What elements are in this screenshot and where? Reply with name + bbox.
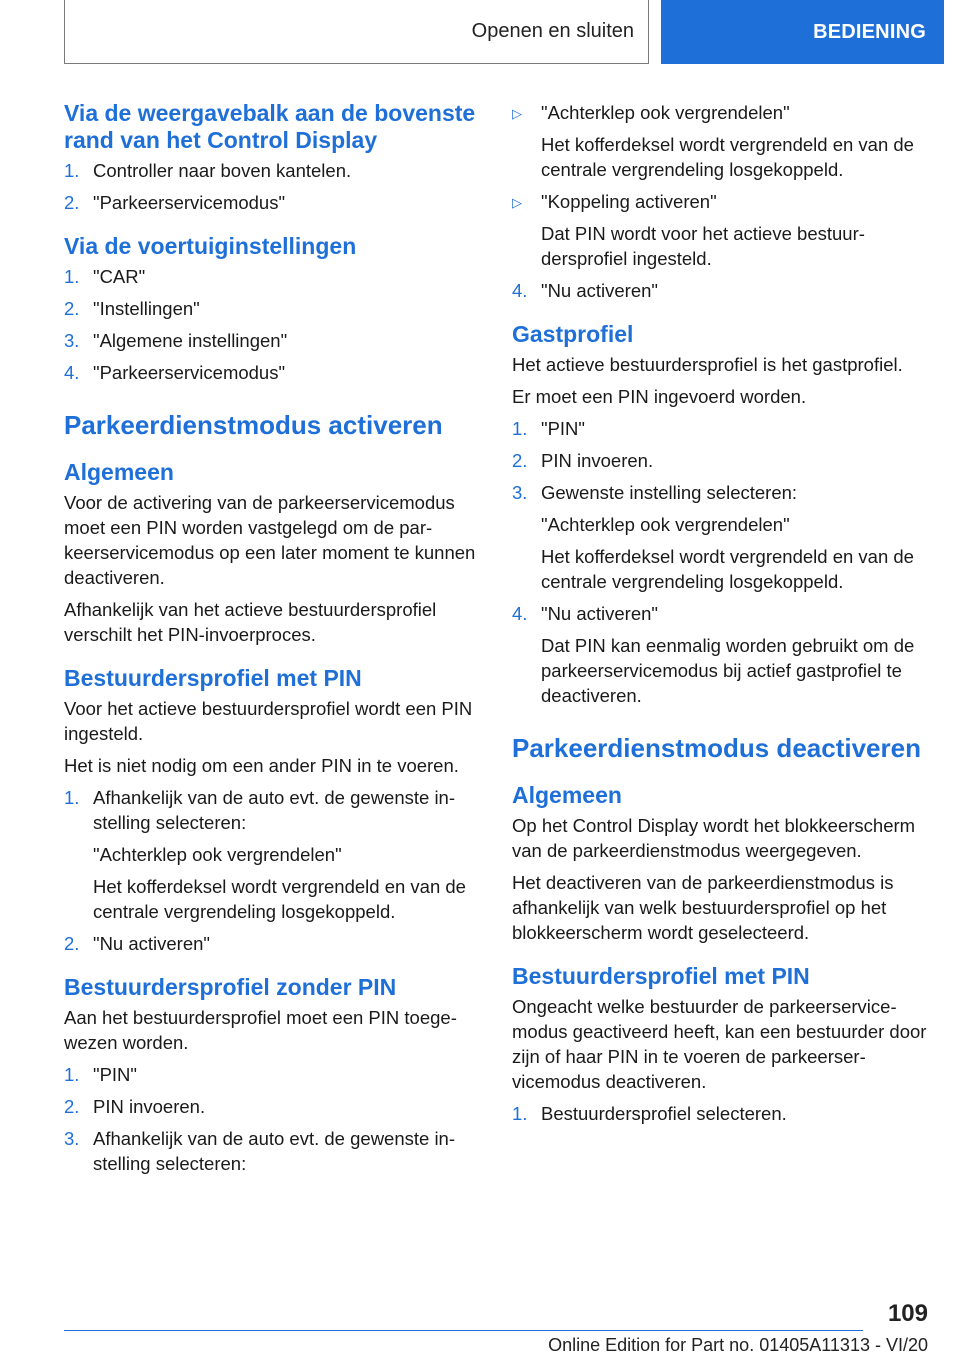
step-text: PIN invoeren. (93, 1096, 206, 1117)
list-item (64, 190, 484, 215)
step-subtext: "Achterklep ook vergrendelen" (93, 844, 342, 865)
paragraph: Voor het actieve bestuurdersprofiel wordt een PIN ingesteld. (64, 698, 473, 744)
step-text: "Parkeerservicemodus" (93, 192, 286, 213)
header-section-title: Openen en sluiten (471, 20, 634, 42)
list-item (64, 1094, 484, 1119)
bullet-triangle-icon: ▷ (512, 195, 522, 210)
step-text: Gewenste instelling selecteren: (541, 482, 798, 503)
list-item (512, 601, 932, 708)
step-number: 3. (64, 1128, 80, 1149)
list-item (512, 416, 932, 441)
steps-profiel-met-pin (64, 785, 484, 956)
step-number: 4. (512, 280, 528, 301)
paragraph: Het actieve bestuurdersprofiel is het gastprofiel. (512, 354, 903, 375)
header-chapter-label: BEDIENING (813, 20, 926, 43)
step-subtext: Het kofferdeksel wordt vergrendeld en van de centrale vergrendeling losgekoppeld. (93, 876, 466, 922)
step-number: 1. (512, 418, 528, 439)
list-item (512, 1101, 932, 1126)
paragraph: Voor de activering van de parkeerservicemodus moet een PIN worden vastgelegd om de parkeerservicemodus op een later moment te kunnen deactiveren. (64, 492, 476, 588)
step-number: 2. (64, 298, 80, 319)
step-text: Afhankelijk van de auto evt. de gewenste instelling selecteren: (93, 787, 456, 833)
list-item (64, 264, 484, 289)
bullet-text: "Achterklep ook vergrendelen" (541, 102, 790, 123)
paragraph: Aan het bestuurdersprofiel moet een PIN toegewezen worden. (64, 1007, 457, 1053)
steps-voertuiginstellingen (64, 264, 484, 385)
bullet-item (512, 189, 932, 271)
steps-deactiveren (512, 1101, 932, 1126)
bullet-subtext: Dat PIN wordt voor het actieve bestuurdersprofiel ingesteld. (541, 223, 865, 269)
step-number: 1. (64, 160, 80, 181)
list-item (512, 278, 932, 303)
bullet-body (541, 189, 932, 271)
paragraph: Op het Control Display wordt het blokkeerscherm van de parkeerdienstmodus weergegeven. (512, 815, 916, 861)
list-item (64, 1126, 484, 1176)
step-text: "Parkeerservicemodus" (93, 362, 286, 383)
subheading-profiel-met-pin: Bestuurdersprofiel met PIN (512, 963, 810, 989)
subheading-algemeen: Algemeen (512, 782, 622, 808)
step-number: 4. (512, 603, 528, 624)
step-number: 3. (512, 482, 528, 503)
step-text: "Nu activeren" (541, 603, 658, 624)
paragraph: Afhankelijk van het actieve bestuurdersprofiel verschilt het PIN-invoerproces. (64, 599, 437, 645)
header-section-box (64, 0, 649, 64)
step-body (93, 785, 484, 924)
header-chapter-tab (661, 0, 944, 64)
paragraph: Het deactiveren van de parkeerdienstmodus is afhankelijk van welk bestuurdersprofiel op het blokkeerscherm wordt geselecteerd. (512, 872, 894, 943)
list-item (64, 931, 484, 956)
footer-divider (64, 1330, 863, 1331)
section-title-voertuiginstellingen: Via de voertuiginstellingen (64, 233, 357, 259)
footer-edition: Online Edition for Part no. 01405A11313 - VI/20 (548, 1335, 928, 1355)
step-number: 2. (64, 192, 80, 213)
list-item (512, 448, 932, 473)
option-bullets (512, 100, 932, 271)
step-text: "Nu activeren" (541, 280, 658, 301)
step-number: 4. (64, 362, 80, 383)
step-text: PIN invoeren. (541, 450, 654, 471)
bullet-triangle-icon: ▷ (512, 106, 522, 121)
bullet-text: "Koppeling activeren" (541, 191, 717, 212)
list-item (512, 480, 932, 594)
bullet-body (541, 100, 932, 182)
step-body (541, 480, 932, 594)
steps-weergavebalk (64, 158, 484, 215)
bullet-item (512, 100, 932, 182)
step-number: 1. (512, 1103, 528, 1124)
subheading-gastprofiel: Gastprofiel (512, 321, 634, 347)
step-number: 1. (64, 1064, 80, 1085)
step-text: "PIN" (93, 1064, 137, 1085)
bullet-subtext: Het kofferdeksel wordt vergrendeld en van de centrale vergrendeling losgekoppeld. (541, 134, 914, 180)
page-number: 109 (887, 1300, 928, 1327)
section-title-weergavebalk: Via de weergavebalk aan de bovenste rand van het Control Display (64, 100, 476, 153)
left-column (64, 100, 484, 1183)
step-body (541, 601, 932, 708)
right-column (512, 100, 932, 1133)
paragraph: Er moet een PIN ingevoerd worden. (512, 386, 807, 407)
heading-activeren: Parkeerdienstmodus activeren (64, 410, 443, 440)
step-number: 2. (512, 450, 528, 471)
steps-gastprofiel (512, 416, 932, 708)
step-text: "CAR" (93, 266, 146, 287)
steps-profiel-zonder-pin (64, 1062, 484, 1176)
list-item (64, 360, 484, 385)
subheading-algemeen: Algemeen (64, 459, 174, 485)
steps-continued (512, 278, 932, 303)
step-text: Bestuurdersprofiel selecteren. (541, 1103, 787, 1124)
step-subtext: Het kofferdeksel wordt vergrendeld en van de centrale vergrendeling losgekoppeld. (541, 546, 914, 592)
step-text: Controller naar boven kantelen. (93, 160, 352, 181)
list-item (64, 296, 484, 321)
step-number: 2. (64, 1096, 80, 1117)
list-item (64, 328, 484, 353)
step-text: "PIN" (541, 418, 585, 439)
step-text: Afhankelijk van de auto evt. de gewenste instelling selecteren: (93, 1128, 456, 1174)
step-subtext: "Achterklep ook vergrendelen" (541, 514, 790, 535)
list-item (64, 785, 484, 924)
subheading-profiel-met-pin: Bestuurdersprofiel met PIN (64, 665, 362, 691)
step-text: "Instellingen" (93, 298, 200, 319)
step-text: "Nu activeren" (93, 933, 210, 954)
step-subtext: Dat PIN kan eenmalig worden gebruikt om de parkeerservicemodus bij actief gastprofiel te deactiveren. (541, 635, 915, 706)
heading-deactiveren: Parkeerdienstmodus deactiveren (512, 733, 921, 763)
step-number: 2. (64, 933, 80, 954)
list-item (64, 158, 484, 183)
step-number: 3. (64, 330, 80, 351)
paragraph: Het is niet nodig om een ander PIN in te voeren. (64, 755, 459, 776)
step-text: "Algemene instellingen" (93, 330, 288, 351)
step-number: 1. (64, 787, 80, 808)
step-number: 1. (64, 266, 80, 287)
paragraph: Ongeacht welke bestuurder de parkeerservicemodus geactiveerd heeft, kan een bestuurder door zijn of haar PIN in te voeren de parkeerservicemodus deactiveren. (512, 996, 927, 1092)
list-item (64, 1062, 484, 1087)
subheading-profiel-zonder-pin: Bestuurdersprofiel zonder PIN (64, 974, 397, 1000)
